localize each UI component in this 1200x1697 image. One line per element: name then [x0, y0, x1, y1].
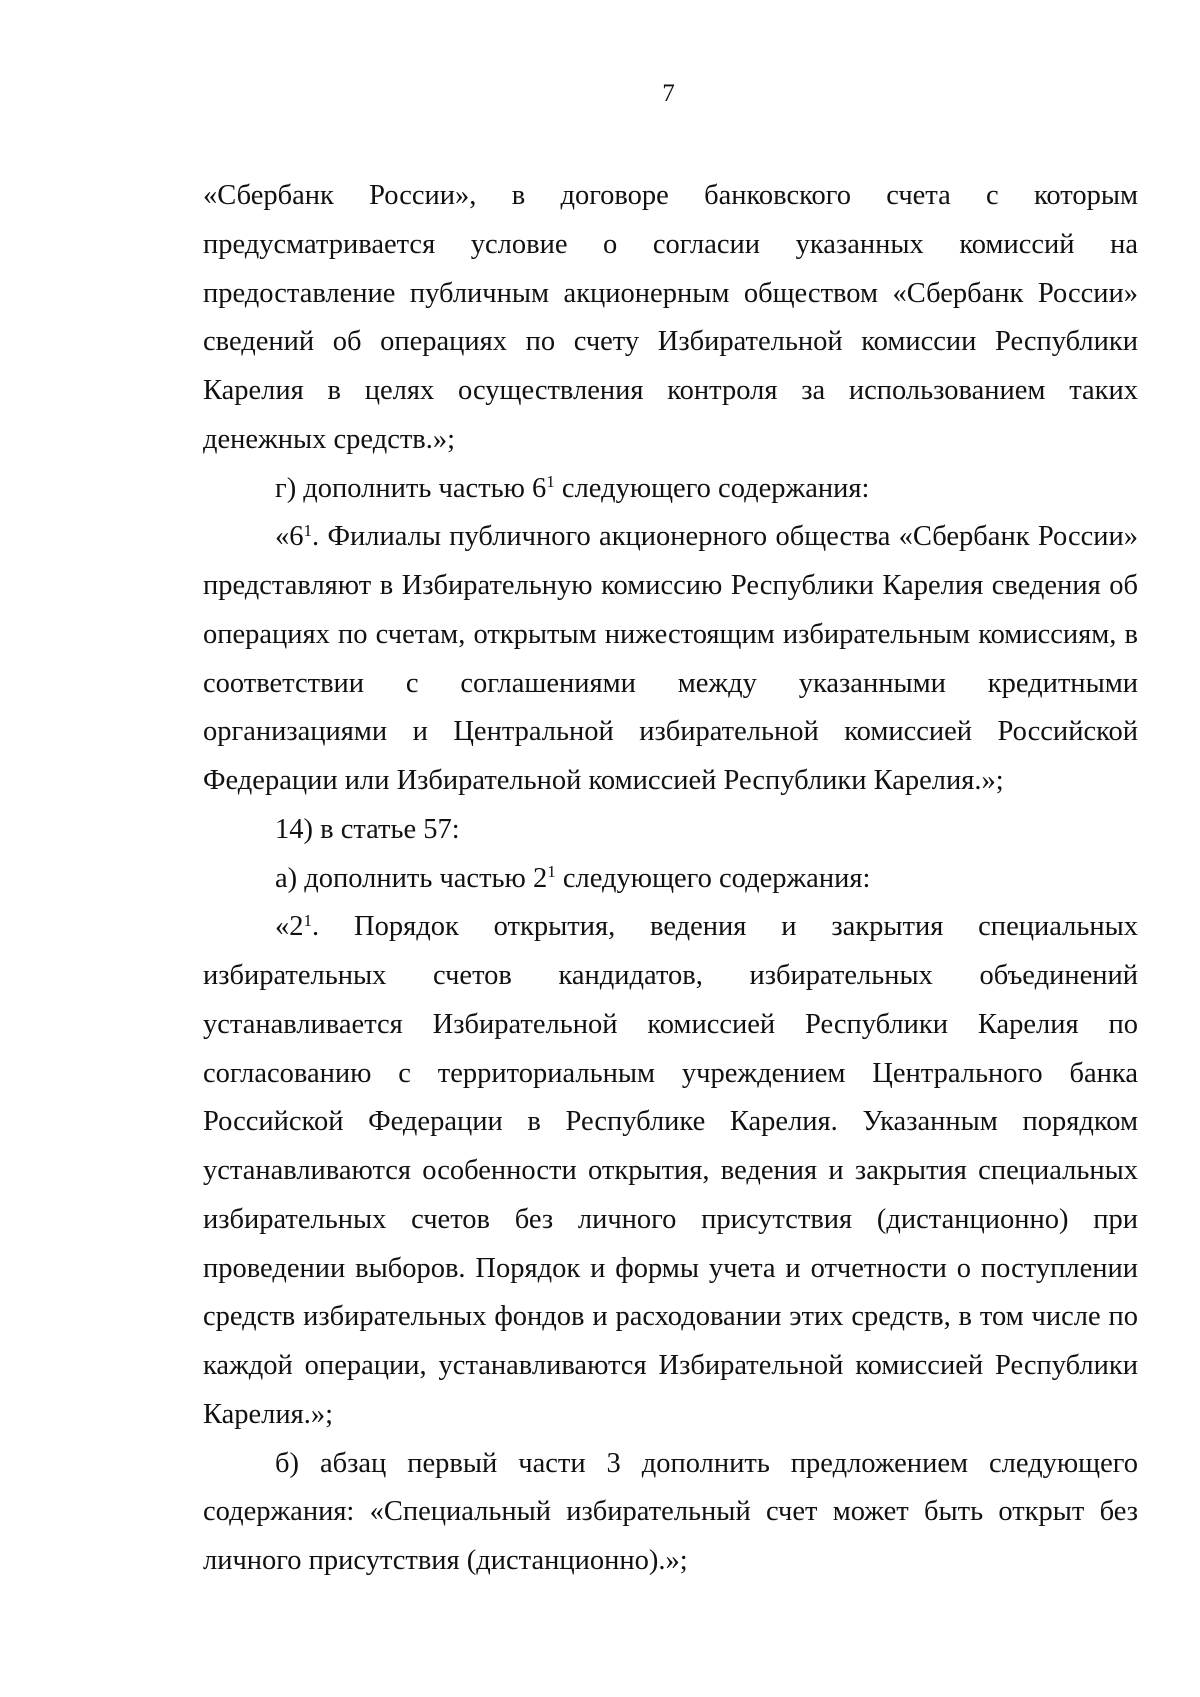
paragraph-text: «6 — [275, 521, 304, 553]
paragraph-text: «2 — [275, 911, 304, 943]
document-body — [203, 172, 1138, 1586]
page-number: 7 — [662, 80, 675, 107]
superscript: 1 — [547, 862, 556, 882]
paragraph-continuation: «Сбербанк России», в договоре банковского счета с которым предусматривается условие о согласии указанных комиссий на предоставление публичным акционерным обществом «Сбербанк России» сведений об операциях по счету Избирательной комиссии Республики Карелия в целях осуществления контроля за использованием таких денежных средств.»; — [203, 180, 1138, 455]
paragraph-text: следующего содержания: — [555, 862, 871, 894]
paragraph-text: . Порядок открытия, ведения и закрытия специальных избирательных счетов кандидатов, избирательных объединений устанавливается Избирательной комиссией Республики Карелия по согласованию с территориальным учреждением Центрального банка Российской Федерации в Республике Карелия. Указанным порядком устанавливаются особенности открытия, ведения и закрытия специальных избирательных счетов без личного присутствия (дистанционно) при проведении выборов. Порядок и формы учета и отчетности о поступлении средств избирательных фондов и расходовании этих средств, в том числе по каждой операции, устанавливаются Избирательной комиссией Республики Карелия.»; — [203, 911, 1138, 1430]
paragraph-part-6-1 — [203, 513, 1138, 806]
paragraph-part-2-1 — [203, 903, 1138, 1439]
superscript: 1 — [303, 910, 313, 930]
superscript: 1 — [546, 472, 555, 492]
paragraph-item-a — [203, 855, 1138, 904]
paragraph-item-14: 14) в статье 57: — [275, 813, 460, 845]
paragraph-text: г) дополнить частью 6 — [275, 472, 547, 504]
paragraph-item-b: б) абзац первый части 3 дополнить предложением следующего содержания: «Специальный избирательный счет может быть открыт без личного присутствия (дистанционно).»; — [203, 1447, 1138, 1576]
paragraph-text: а) дополнить частью 2 — [275, 862, 548, 894]
paragraph-text: следующего содержания: — [554, 472, 870, 504]
superscript: 1 — [303, 520, 313, 540]
paragraph-item-g — [203, 465, 1138, 514]
paragraph-text: . Филиалы публичного акционерного общества «Сбербанк России» представляют в Избирательную комиссию Республики Карелия сведения об операциях по счетам, открытым нижестоящим избирательным комиссиям, в соответствии с соглашениями между указанными кредитными организациями и Центральной избирательной комиссией Российской Федерации или Избирательной комиссией Республики Карелия.»; — [203, 521, 1138, 796]
